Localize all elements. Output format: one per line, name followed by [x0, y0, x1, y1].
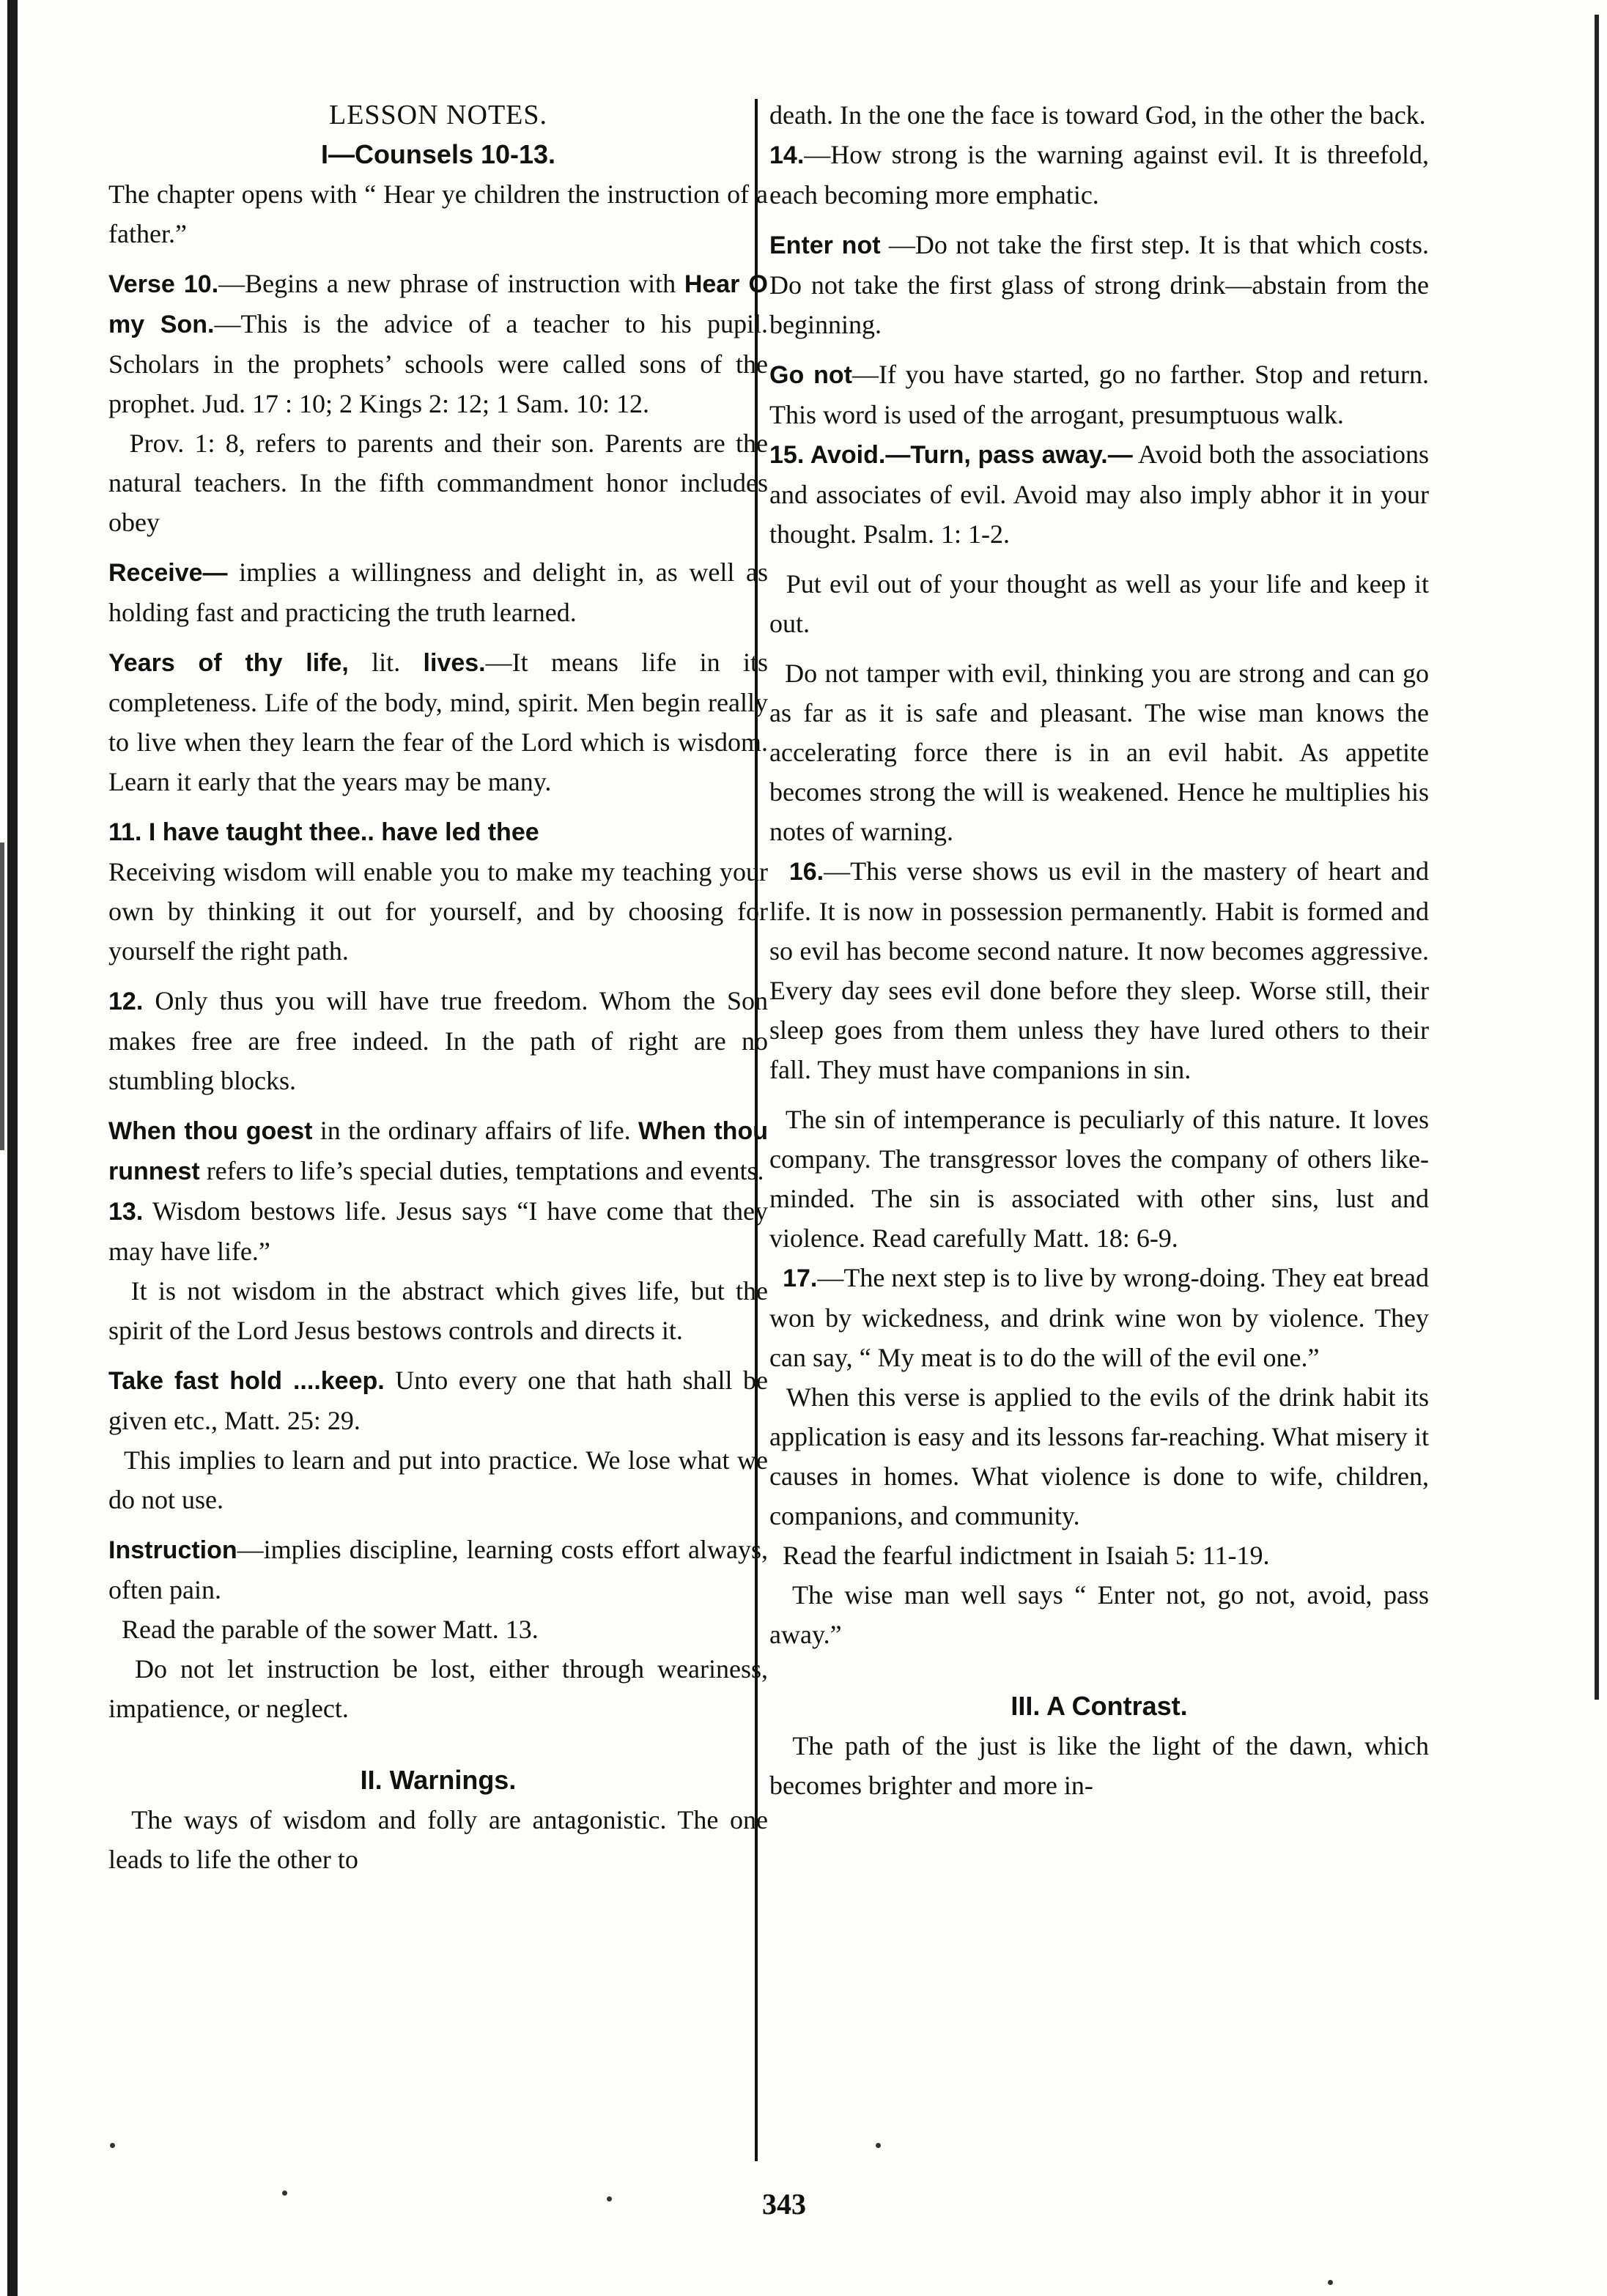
verse-label: 12. [108, 988, 144, 1015]
paragraph-text: —If you have started, go no farther. Stop and return. This word is used of the arrogant, presumptuous walk. [769, 360, 1429, 429]
paragraph [769, 1726, 1429, 1805]
paragraph-text: The ways of wisdom and folly are antagonistic. The one leads to life the other to [108, 1805, 768, 1874]
paragraph [769, 434, 1429, 554]
paragraph [108, 174, 768, 253]
paragraph-text: Avoid both the associations and associates of evil. Avoid may also imply abhor it in your thought. Psalm. 1: 1-2. [769, 440, 1430, 549]
paragraph-text: —This verse shows us evil in the mastery of heart and life. It is now in possession permanently. Habit is formed and so evil has become second nature. It now becomes aggressive. Every day sees evil done before they sleep. Worse still, their sleep goes from them unless they have lured others to their fall. They must have companions in sin. [769, 856, 1430, 1084]
paragraph [108, 1271, 768, 1350]
paragraph [108, 264, 768, 423]
verse-label: Verse 10. [108, 270, 219, 298]
paragraph-text: Read the fearful indictment in Isaiah 5: 11-19. [783, 1541, 1270, 1570]
keyword: Go not [769, 361, 852, 389]
paragraph-text: —The next step is to live by wrong-doing. They eat bread won by wickedness, and drink wine won by violence. They can say, “ My meat is to do the will of the evil one.” [769, 1263, 1430, 1372]
paragraph-text: implies a willingness and delight in, as well as holding fast and practicing the truth learned. [108, 558, 768, 627]
paragraph [769, 135, 1429, 215]
paragraph [769, 1536, 1429, 1575]
paragraph-text: —This is the advice of a teacher to his pupil. Scholars in the prophets’ schools were called sons of the prophet. Jud. 17 : 10; 2 Kings 2: 12; 1 Sam. 10: 12. [108, 309, 769, 418]
verse-label: 13. [108, 1198, 144, 1226]
scan-speck [607, 2196, 612, 2201]
paragraph [108, 1649, 768, 1728]
paragraph [769, 1575, 1429, 1654]
paragraph [108, 552, 768, 632]
paragraph-text: The path of the just is like the light of the dawn, which becomes brighter and more in- [769, 1731, 1429, 1800]
paragraph [769, 95, 1429, 135]
paragraph [108, 1111, 768, 1191]
paragraph [108, 1610, 768, 1649]
paragraph [769, 1258, 1429, 1377]
paragraph-text: —implies discipline, learning costs effort always, often pain. [108, 1535, 768, 1604]
paragraph [769, 1377, 1429, 1536]
keyword: When thou goest [108, 1117, 313, 1145]
paragraph-text: It is not wisdom in the abstract which gives life, but the spirit of the Lord Jesus bestows controls and directs it. [108, 1276, 769, 1345]
paragraph-text: in the ordinary affairs of life. [312, 1116, 639, 1145]
paragraph-text: This implies to learn and put into practice. We lose what we do not use. [108, 1445, 768, 1514]
paragraph-text: Receiving wisdom will enable you to make my teaching your own by thinking it out for yourself, and by choosing for yourself the right path. [108, 857, 768, 966]
paragraph [108, 1800, 768, 1879]
paragraph-text: Unto every one that hath shall be given etc., Matt. 25: 29. [108, 1366, 768, 1435]
keyword: Receive— [108, 559, 228, 587]
keyword: 11. I have taught thee.. have led thee [108, 818, 539, 846]
section-heading-warnings: II. Warnings. [360, 1765, 517, 1795]
right-column [769, 95, 1429, 1805]
verse-label: 16. [788, 858, 824, 886]
paragraph-text: Put evil out of your thought as well as your life and keep it out. [769, 569, 1429, 638]
paragraph-text: Read the parable of the sower Matt. 13. [122, 1615, 539, 1644]
paragraph [108, 981, 768, 1100]
paragraph-text: The wise man well says “ Enter not, go not, avoid, pass away.” [769, 1580, 1429, 1649]
keyword: 15. Avoid.—Turn, pass away.— [769, 441, 1133, 469]
paragraph [108, 812, 768, 971]
page-number: 343 [762, 2188, 806, 2221]
paragraph [769, 851, 1429, 1089]
paragraph [769, 225, 1429, 344]
scan-speck [1328, 2280, 1333, 2285]
scan-edge-right [1595, 15, 1599, 1700]
paragraph-text: —How strong is the warning against evil. It is threefold, each becoming more emphatic. [769, 140, 1429, 210]
paragraph [108, 423, 768, 542]
paragraph [769, 355, 1429, 434]
paragraph-text: Prov. 1: 8, refers to parents and their son. Parents are the natural teachers. In the fifth commandment honor includes obey [108, 429, 769, 537]
paragraph-text: death. In the one the face is toward God, in the other the back. [769, 100, 1426, 130]
paragraph-text: —Begins a new phrase of instruction with [218, 269, 684, 298]
scan-edge-left-shadow [0, 843, 4, 1150]
paragraph-text: Do not tamper with evil, thinking you are strong and can go as far as it is safe and pleasant. The wise man knows the accelerating force there is in an evil habit. As appetite becomes strong the will is weakened. Hence he multiplies his notes of warning. [769, 659, 1429, 846]
paragraph-text: Do not let instruction be lost, either through weariness, impatience, or neglect. [108, 1654, 768, 1723]
section-heading-counsels: I—Counsels 10-13. [320, 139, 556, 169]
paragraph [108, 1440, 768, 1519]
keyword: When thou runnest [108, 1117, 768, 1185]
paragraph-text: —It means life in its completeness. Life of the body, mind, spirit. Men begin really to live when they learn the fear of the Lord which is wisdom. Learn it early that the years may be many. [108, 648, 768, 796]
keyword: lives. [423, 649, 486, 677]
section-heading-contrast: III. A Contrast. [1011, 1691, 1188, 1721]
paragraph [108, 1191, 768, 1271]
scan-speck [282, 2191, 287, 2196]
paragraph-text: refers to life’s special duties, temptations and events. [199, 1156, 764, 1185]
paragraph-text: Wisdom bestows life. Jesus says “I have come that they may have life.” [108, 1196, 768, 1266]
paragraph-text: The chapter opens with “ Hear ye children the instruction of a father.” [108, 179, 768, 248]
page-title: LESSON NOTES. [328, 100, 548, 130]
verse-label: 14. [769, 141, 805, 169]
paragraph [108, 1360, 768, 1440]
scan-edge-left [7, 0, 18, 2296]
keyword: Years of thy life, [108, 649, 349, 677]
paragraph-text: Only thus you will have true freedom. Whom the Son makes free are free indeed. In the path of right are no stumbling blocks. [108, 986, 768, 1095]
scan-speck [110, 2143, 115, 2148]
verse-label: 17. [783, 1264, 818, 1292]
keyword: Hear O my Son. [108, 270, 768, 338]
paragraph [769, 564, 1429, 643]
keyword: Take fast hold ....keep. [108, 1367, 385, 1395]
paragraph [108, 642, 768, 801]
left-column [108, 95, 768, 1879]
paragraph [108, 1530, 768, 1610]
paragraph-text: When this verse is applied to the evils of the drink habit its application is easy and its lessons far-reaching. What misery it causes in homes. What violence is done to wife, children, companions, and community. [769, 1382, 1430, 1530]
keyword: Instruction [108, 1536, 237, 1564]
paragraph [769, 1100, 1429, 1258]
paragraph-text: —Do not take the first step. It is that which costs. Do not take the first glass of strong drink—abstain from the beginning. [769, 230, 1429, 339]
keyword: Enter not [769, 232, 881, 259]
paragraph-text: lit. [348, 648, 424, 677]
paragraph [769, 653, 1429, 851]
scan-speck [876, 2143, 881, 2148]
paragraph-text: The sin of intemperance is peculiarly of this nature. It loves company. The transgressor loves the company of others like-minded. The sin is associated with other sins, lust and violence. Read carefully Matt. 18: 6-9. [769, 1105, 1430, 1253]
